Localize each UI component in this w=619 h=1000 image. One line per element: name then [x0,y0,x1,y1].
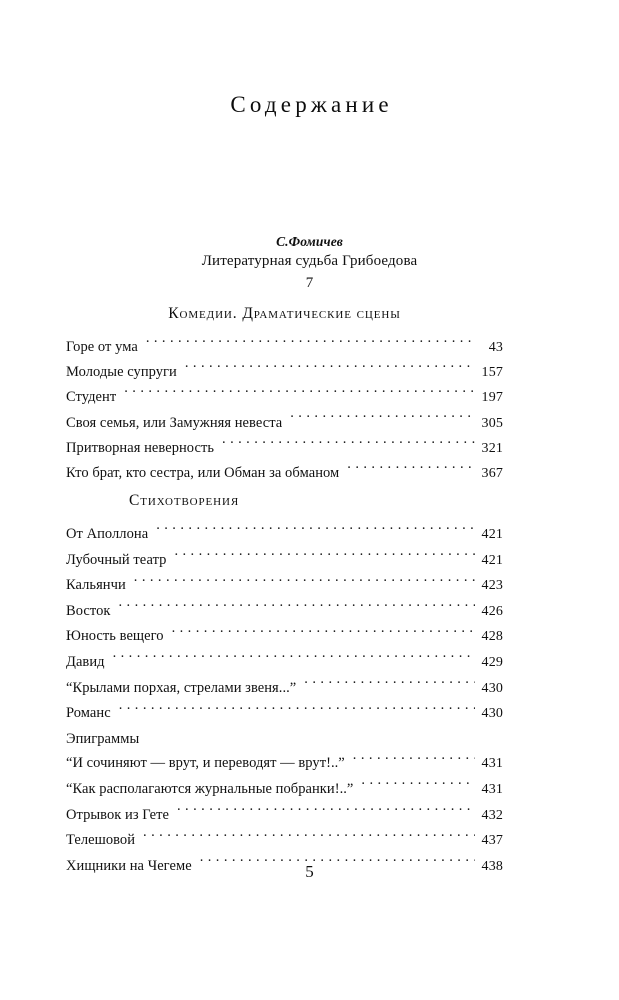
toc-entry-page-number: 421 [481,552,503,568]
toc-entry-label: “Как располагаются журнальные побранки!..” [66,780,354,797]
dot-leader [156,524,474,539]
toc-entry-label: От Аполлона [66,526,149,542]
toc-entry[interactable] [66,803,503,829]
toc-entry-page-number: 426 [481,603,503,619]
toc-entry[interactable] [66,360,503,385]
toc-entry[interactable] [66,701,503,727]
frontmatter-author: С.Фомичев [276,234,343,249]
toc-entry-page-number: 305 [481,415,503,431]
dot-leader [119,703,475,718]
toc-entry-label: Эпиграммы [66,730,140,747]
frontmatter-page-number: 7 [305,275,314,291]
toc-entry-label: Лубочный театр [66,551,167,568]
toc-entry-label: Хищники на Чегеме [66,857,192,874]
toc-entry[interactable] [66,599,503,625]
folio-page-number: 5 [305,862,314,881]
toc-entry-page-number: 429 [481,654,503,670]
toc-entry[interactable] [66,650,503,676]
toc-entry-label: Восток [66,602,111,619]
toc-entry-page-number: 321 [481,440,503,456]
toc-entry-label: Студент [66,389,117,406]
toc-entry-page-number: 367 [481,466,503,482]
section-heading-poems: Стихотворения [129,492,240,509]
dot-leader [361,778,474,793]
toc-entry[interactable] [66,335,503,360]
toc-entry-page-number: 157 [481,365,503,381]
frontmatter-work-title[interactable]: Литературная судьба Грибоедова [201,253,418,269]
dot-leader [290,412,474,427]
section-heading-comedies: Комедии. Драматические сцены [168,305,401,322]
dot-leader [185,362,475,377]
page-title: Содержание [230,92,393,117]
toc-entry-page-number: 43 [488,340,503,355]
dot-leader [172,626,475,641]
dot-leader [143,830,475,845]
toc-entry-label: Давид [66,653,105,670]
toc-entry[interactable] [66,548,503,574]
toc-entry[interactable] [66,828,503,854]
dot-leader [134,575,475,590]
toc-entry-label: Своя семья, или Замужняя невеста [66,414,283,431]
toc-entry-page-number: 423 [481,578,503,594]
toc-entry-label: Притворная неверность [66,439,215,456]
toc-entry-label: Горе от ума [66,339,138,355]
dot-leader [124,387,474,402]
toc-entry[interactable] [66,522,503,548]
toc-entry[interactable] [66,436,503,461]
toc-entry[interactable] [66,624,503,650]
toc-entry-label: Юность вещего [66,628,164,645]
toc-entry-page-number: 197 [481,390,503,406]
dot-leader [174,549,474,564]
dot-leader [118,600,474,615]
toc-entry-label: Кальянчи [66,577,126,594]
toc-entry-page-number: 421 [481,527,503,542]
toc-entry[interactable] [66,385,503,410]
toc-entry-page-number: 431 [481,781,503,797]
toc-list-poems [66,522,503,879]
dot-leader [146,337,474,352]
frontmatter-entry [0,232,619,295]
dot-leader [113,651,475,666]
dot-leader [304,677,474,692]
toc-entry-page-number: 430 [481,680,503,696]
toc-entry-page-number: 432 [481,807,503,823]
toc-entry[interactable] [66,751,503,777]
toc-entry[interactable] [66,573,503,599]
toc-entry-label: Телешовой [66,832,136,849]
toc-entry-label: Молодые супруги [66,364,177,381]
toc-entry-page-number: 438 [481,858,503,874]
toc-entry[interactable] [66,777,503,803]
toc-entry-label: Отрывок из Гете [66,806,169,823]
toc-entry[interactable] [66,676,503,702]
toc-entry-label: Романс [66,705,111,722]
toc-entry[interactable] [66,461,503,486]
toc-entry-page-number: 430 [481,706,503,722]
dot-leader [353,753,475,768]
dot-leader [222,437,475,452]
toc-subheading [66,727,503,752]
toc-entry-label: “И сочиняют — врут, и переводят — врут!..” [66,755,345,772]
toc-list-comedies [66,335,503,486]
toc-entry-page-number: 428 [481,629,503,645]
toc-entry-label: “Крылами порхая, стрелами звеня...” [66,679,297,696]
toc-entry[interactable] [66,411,503,436]
dot-leader [177,804,475,819]
toc-entry-page-number: 431 [481,756,503,772]
dot-leader [347,463,474,478]
toc-entry-page-number: 437 [481,833,503,849]
toc-entry-label: Кто брат, кто сестра, или Обман за обманом [66,465,340,482]
